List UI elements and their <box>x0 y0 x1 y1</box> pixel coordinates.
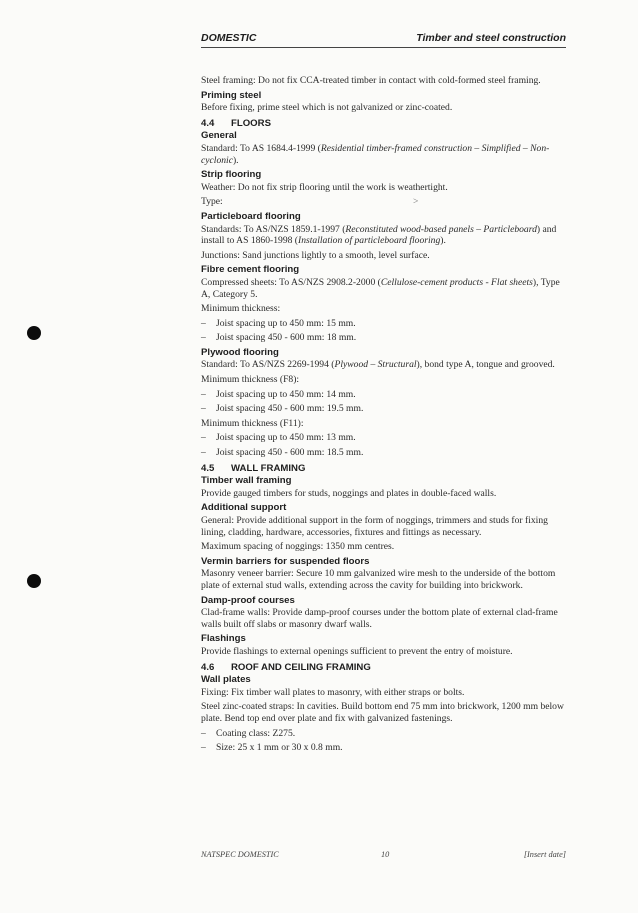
priming-heading: Priming steel <box>201 89 262 101</box>
vermin-text: Masonry veneer barrier: Secure 10 mm galvanized wire mesh to the underside of the bottom plate of external stud walls, extending across the cavity for building into brickwork. <box>201 568 556 591</box>
section-title: ROOF AND CEILING FRAMING <box>231 661 371 673</box>
additional-support-heading: Additional support <box>201 502 287 514</box>
page-content <box>201 75 566 757</box>
section-number: 4.6 <box>201 661 215 673</box>
list-item: – Coating class: Z275. <box>201 728 566 740</box>
binder-hole-bottom <box>27 574 41 588</box>
wall-plates-heading: Wall plates <box>201 674 251 686</box>
plywood-min-f8: Minimum thickness (F8): <box>201 374 300 386</box>
section-4-4-heading <box>201 118 566 130</box>
header-left: DOMESTIC <box>201 32 257 44</box>
section-number: 4.4 <box>201 117 215 129</box>
general-heading: General <box>201 130 237 142</box>
section-number: 4.5 <box>201 462 215 474</box>
plywood-heading: Plywood flooring <box>201 346 279 358</box>
plywood-standard: Standard: To AS/NZS 2269-1994 (Plywood – Structural), bond type A, tongue and grooved. <box>201 359 555 371</box>
list-item: – Joist spacing 450 - 600 mm: 19.5 mm. <box>201 403 566 415</box>
list-item: – Joist spacing up to 450 mm: 13 mm. <box>201 432 566 444</box>
plywood-min-f11: Minimum thickness (F11): <box>201 417 304 429</box>
list-item: – Joist spacing up to 450 mm: 14 mm. <box>201 389 566 401</box>
additional-support-general: General: Provide additional support in the form of noggings, trimmers and studs for fixing lining, cladding, hardware, accessories, fixtures and fittings as necessary. <box>201 515 548 538</box>
page-footer <box>201 850 566 862</box>
header-right: Timber and steel construction <box>416 32 566 44</box>
particleboard-heading: Particleboard flooring <box>201 210 301 222</box>
footer-right: [Insert date] <box>523 850 566 859</box>
particleboard-junctions: Junctions: Sand junctions lightly to a smooth, level surface. <box>201 249 430 261</box>
list-item: – Size: 25 x 1 mm or 30 x 0.8 mm. <box>201 742 566 754</box>
timber-wall-text: Provide gauged timbers for studs, noggings and plates in double-faced walls. <box>201 487 497 499</box>
section-4-5-heading <box>201 463 566 475</box>
flashings-text: Provide flashings to external openings sufficient to prevent the entry of moisture. <box>201 645 513 657</box>
section-title: WALL FRAMING <box>231 462 306 474</box>
type-label: Type: <box>201 196 223 208</box>
strip-type-line <box>201 196 566 208</box>
flashings-heading: Flashings <box>201 633 246 645</box>
page-number: 10 <box>381 850 390 859</box>
binder-hole-top <box>27 326 41 340</box>
timber-wall-heading: Timber wall framing <box>201 475 292 487</box>
section-4-6-heading <box>201 662 566 674</box>
damp-proof-heading: Damp-proof courses <box>201 594 295 606</box>
list-item: – Joist spacing 450 - 600 mm: 18.5 mm. <box>201 447 566 459</box>
footer-left: NATSPEC DOMESTIC <box>201 850 279 859</box>
strip-weather: Weather: Do not fix strip flooring until the work is weathertight. <box>201 181 448 193</box>
particleboard-standards: Standards: To AS/NZS 1859.1-1997 (Reconstituted wood-based panels – Particleboard) and install to AS 1860-1998 (Installation of particleboard flooring). <box>201 223 557 247</box>
damp-proof-text: Clad-frame walls: Provide damp-proof courses under the bottom plate of external clad-frame walls built off slabs or masonry dwarf walls. <box>201 607 558 630</box>
wall-plates-fixing: Fixing: Fix timber wall plates to masonry, with either straps or bolts. <box>201 686 465 698</box>
page-header <box>201 31 566 48</box>
fibre-sheets: Compressed sheets: To AS/NZS 2908.2-2000 (Cellulose-cement products - Flat sheets), Type A, Category 5. <box>201 276 560 300</box>
list-item: – Joist spacing 450 - 600 mm: 18 mm. <box>201 332 566 344</box>
general-text: Standard: To AS 1684.4-1999 (Residential timber-framed construction – Simplified – Non-cyclonic). <box>201 142 550 166</box>
type-marker: > <box>413 196 419 208</box>
vermin-heading: Vermin barriers for suspended floors <box>201 555 370 567</box>
wall-plates-steel: Steel zinc-coated straps: In cavities. Build bottom end 75 mm into brickwork, 1200 mm below plate. Bend top end over plate and fix with galvanized fastenings. <box>201 701 564 724</box>
priming-text: Before fixing, prime steel which is not galvanized or zinc-coated. <box>201 102 453 114</box>
fibre-heading: Fibre cement flooring <box>201 264 300 276</box>
additional-support-spacing: Maximum spacing of noggings: 1350 mm centres. <box>201 541 395 553</box>
list-item: – Joist spacing up to 450 mm: 15 mm. <box>201 318 566 330</box>
intro-paragraph: Steel framing: Do not fix CCA-treated timber in contact with cold-formed steel framing. <box>201 75 541 86</box>
strip-heading: Strip flooring <box>201 169 262 181</box>
section-title: FLOORS <box>231 117 271 129</box>
fibre-min-thickness: Minimum thickness: <box>201 303 281 315</box>
